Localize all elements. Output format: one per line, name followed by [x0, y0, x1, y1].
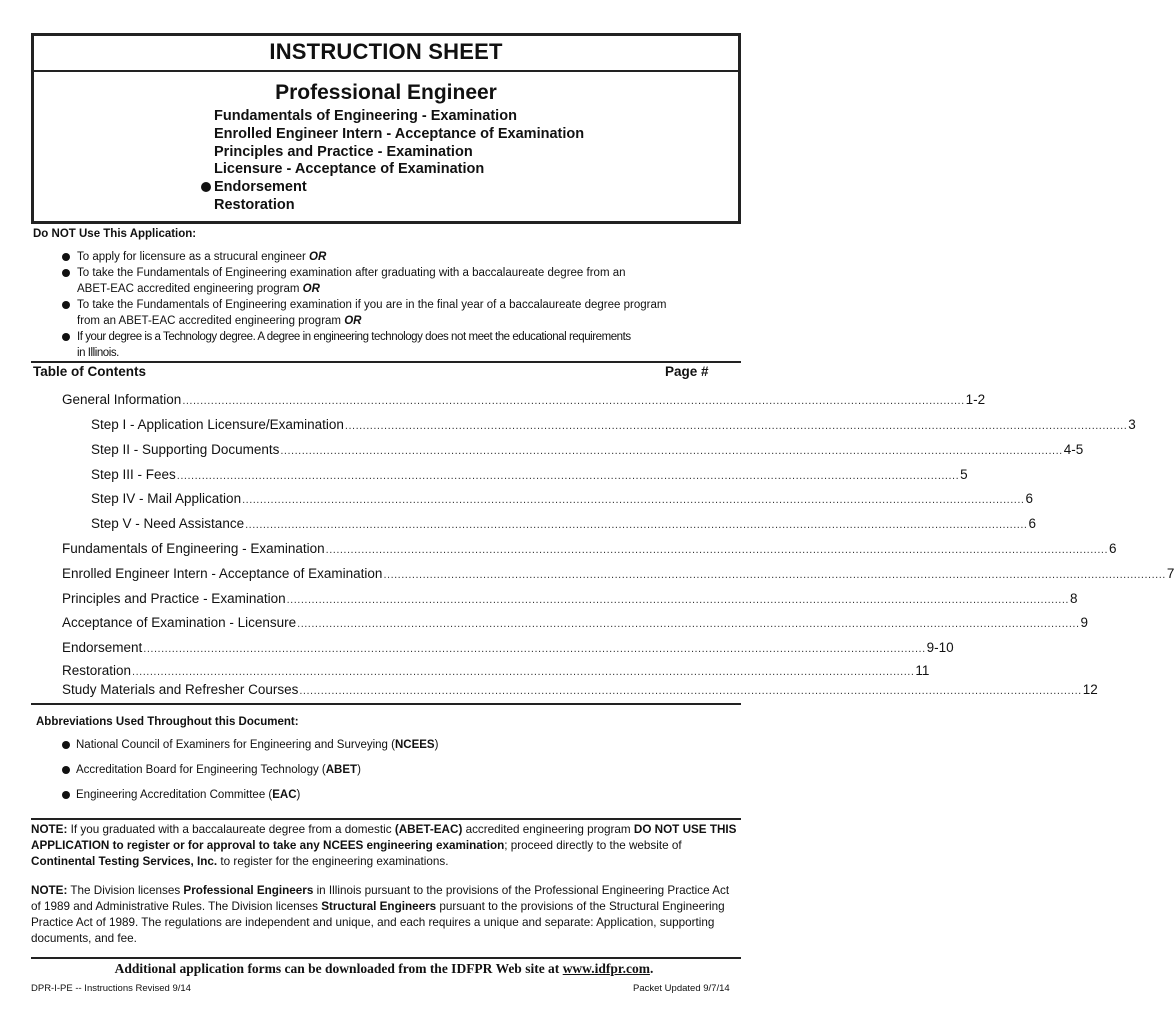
bullet-icon: [62, 791, 70, 799]
toc-entry-page: 3: [1128, 417, 1136, 432]
toc-leader: ............................................................................................................................................................................................................................: [242, 494, 1025, 506]
toc-entry-label: Acceptance of Examination - Licensure: [62, 615, 297, 630]
footer-rule: [31, 957, 741, 959]
toc-entry-page: 6: [1028, 516, 1036, 531]
or-label: OR: [344, 315, 362, 327]
toc-entry-label: Enrolled Engineer Intern - Acceptance of Examination: [62, 566, 383, 581]
toc-entry-page: 5: [960, 467, 968, 482]
list-item: [62, 329, 732, 361]
toc-entry[interactable]: [91, 417, 1136, 432]
application-type-label: Endorsement: [214, 179, 307, 195]
download-notice: [0, 961, 768, 977]
toc-leader: ............................................................................................................................................................................................................................: [299, 685, 1082, 697]
toc-entry-page: 8: [1069, 591, 1078, 606]
abbr-text: National Council of Examiners for Engineering and Surveying (: [76, 739, 395, 751]
toc-leader: ............................................................................................................................................................................................................................: [297, 618, 1080, 630]
form-revision: DPR-I-PE -- Instructions Revised 9/14: [31, 983, 191, 994]
application-type: Licensure - Acceptance of Examination: [214, 161, 485, 177]
packet-updated: Packet Updated 9/7/14: [633, 983, 730, 994]
abbreviations-list: [62, 737, 438, 812]
item-text: To take the Fundamentals of Engineering examination after graduating with a baccalaureate degree from an: [77, 267, 626, 279]
bullet-icon: [62, 333, 70, 341]
toc-entry[interactable]: [62, 615, 1089, 630]
document-title: INSTRUCTION SHEET: [269, 39, 503, 64]
bullet-icon: [62, 253, 70, 261]
toc-leader: ............................................................................................................................................................................................................................: [176, 470, 960, 482]
selected-bullet-icon: [201, 182, 211, 192]
note-division: [31, 883, 741, 947]
note-label: NOTE:: [31, 884, 68, 897]
toc-entry-page: 9-10: [926, 640, 954, 655]
list-item: [62, 787, 438, 812]
toc-entry-label: Endorsement: [62, 640, 143, 655]
do-not-use-list: [62, 249, 732, 361]
toc-leader: ............................................................................................................................................................................................................................: [280, 445, 1063, 457]
abbr-code: NCEES: [394, 739, 435, 751]
abbr-code: ABET: [325, 764, 358, 776]
application-type: Fundamentals of Engineering - Examination: [214, 108, 517, 124]
toc-top-rule: [31, 361, 741, 363]
note-bold: (ABET-EAC): [394, 823, 463, 836]
note-text: ; proceed directly to the website of: [504, 839, 682, 852]
note-abet: [31, 822, 741, 870]
toc-entry[interactable]: [62, 541, 1117, 556]
toc-leader: ............................................................................................................................................................................................................................: [383, 569, 1166, 581]
toc-entry-label: Step II - Supporting Documents: [91, 442, 280, 457]
note-text: pursuant to the provisions of the Structural Engineering Practice Act of 1989. The regulations are independent and unique, and each requires a unique and separate: Application, supporting documents, and fee.: [31, 900, 725, 945]
toc-bottom-rule: [31, 703, 741, 705]
list-item: [62, 297, 732, 329]
toc-entry[interactable]: [62, 591, 1078, 606]
application-type: Principles and Practice - Examination: [214, 144, 473, 160]
abbr-text: Accreditation Board for Engineering Technology (: [76, 764, 326, 776]
abbr-text: Engineering Accreditation Committee (: [76, 789, 273, 801]
toc-entry-label: Step V - Need Assistance: [91, 516, 245, 531]
download-text: Additional application forms can be downloaded from the IDFPR Web site at: [114, 961, 563, 976]
notes-rule: [31, 818, 741, 820]
toc-leader: ............................................................................................................................................................................................................................: [245, 519, 1028, 531]
toc-entry[interactable]: [62, 682, 1098, 697]
toc-leader: ............................................................................................................................................................................................................................: [143, 643, 926, 655]
bullet-icon: [62, 766, 70, 774]
note-text: The Division licenses: [67, 884, 184, 897]
item-text: To take the Fundamentals of Engineering examination if you are in the final year of a baccalaureate degree program: [77, 299, 667, 311]
abbr-end: ): [296, 789, 301, 801]
toc-leader: ............................................................................................................................................................................................................................: [325, 544, 1109, 556]
application-type-selected: [214, 178, 584, 196]
toc-entry-page: 4-5: [1063, 442, 1084, 457]
do-not-use-heading: Do NOT Use This Application:: [33, 228, 197, 240]
note-text: in Illinois pursuant to the provisions of the Professional Engineering Practice Act of 1989 and Administrative Rules. The Division licenses: [31, 884, 730, 913]
toc-entry[interactable]: [62, 566, 1174, 581]
website-link[interactable]: www.idfpr.com: [562, 961, 650, 976]
note-bold: DO NOT USE THIS APPLICATION to register or for approval to take any NCEES engineering examination: [31, 823, 737, 852]
or-label: OR: [309, 251, 327, 263]
abbreviations-heading: Abbreviations Used Throughout this Document:: [36, 716, 299, 728]
application-types: [214, 107, 584, 214]
toc-entry[interactable]: [91, 442, 1084, 457]
abbr-code: EAC: [272, 789, 297, 801]
toc-entry[interactable]: [62, 392, 986, 407]
toc-entry-page: 12: [1082, 682, 1098, 697]
toc-entry-label: Step III - Fees: [91, 467, 176, 482]
note-text: to register for the engineering examinations.: [217, 855, 449, 868]
header-divider: [34, 70, 738, 72]
toc-entry-page: 6: [1025, 491, 1033, 506]
list-item: [62, 265, 732, 297]
item-text: in Illinois.: [77, 347, 119, 359]
toc-leader: ............................................................................................................................................................................................................................: [286, 594, 1069, 606]
toc-entry-page: 9: [1080, 615, 1089, 630]
toc-entry-label: Fundamentals of Engineering - Examination: [62, 541, 325, 556]
list-item: [62, 762, 438, 787]
note-label: NOTE:: [31, 823, 68, 836]
list-item: [62, 249, 732, 265]
toc-leader: ............................................................................................................................................................................................................................: [182, 395, 965, 407]
toc-entry-label: Step I - Application Licensure/Examination: [91, 417, 344, 432]
toc-entry-label: General Information: [62, 392, 182, 407]
toc-page-header: Page #: [665, 364, 709, 379]
toc-title: Table of Contents: [33, 364, 146, 379]
bullet-icon: [62, 741, 70, 749]
toc-entry-page: 1-2: [965, 392, 986, 407]
toc-entry-label: Step IV - Mail Application: [91, 491, 242, 506]
note-text: accredited engineering program: [462, 823, 634, 836]
note-bold: Structural Engineers: [321, 900, 437, 913]
or-label: OR: [302, 283, 320, 295]
list-item: [62, 737, 438, 762]
item-text: from an ABET-EAC accredited engineering program: [77, 315, 341, 327]
download-period: .: [649, 961, 654, 976]
header-box: [31, 33, 741, 224]
toc-leader: ............................................................................................................................................................................................................................: [132, 666, 915, 678]
note-bold: Professional Engineers: [183, 884, 314, 897]
abbr-end: ): [434, 739, 439, 751]
toc-entry-page: 7: [1166, 566, 1174, 581]
bullet-icon: [62, 269, 70, 277]
item-text: If your degree is a Technology degree. A degree in engineering technology does not meet the educational requirements: [77, 331, 631, 343]
bullet-icon: [62, 301, 70, 309]
application-type: Restoration: [214, 197, 295, 213]
toc-entry-label: Study Materials and Refresher Courses: [62, 682, 299, 697]
note-text: If you graduated with a baccalaureate degree from a domestic: [67, 823, 395, 836]
item-text: To apply for licensure as a strucural engineer: [77, 251, 306, 263]
toc-entry[interactable]: [91, 491, 1033, 506]
toc-entry[interactable]: [91, 467, 968, 482]
toc-entry-label: Principles and Practice - Examination: [62, 591, 286, 606]
toc-entry-page: 6: [1109, 541, 1117, 556]
application-type: Enrolled Engineer Intern - Acceptance of Examination: [214, 126, 585, 142]
toc-entry[interactable]: [62, 640, 954, 655]
toc-entry-page: 11: [915, 663, 930, 678]
abbr-end: ): [357, 764, 361, 776]
note-bold: Continental Testing Services, Inc.: [31, 855, 218, 868]
toc-entry[interactable]: [62, 663, 930, 678]
item-text: ABET-EAC accredited engineering program: [77, 283, 300, 295]
document-subtitle: Professional Engineer: [275, 81, 497, 104]
toc-entry[interactable]: [91, 516, 1036, 531]
toc-entry-label: Restoration: [62, 663, 132, 678]
toc-leader: ............................................................................................................................................................................................................................: [344, 420, 1128, 432]
